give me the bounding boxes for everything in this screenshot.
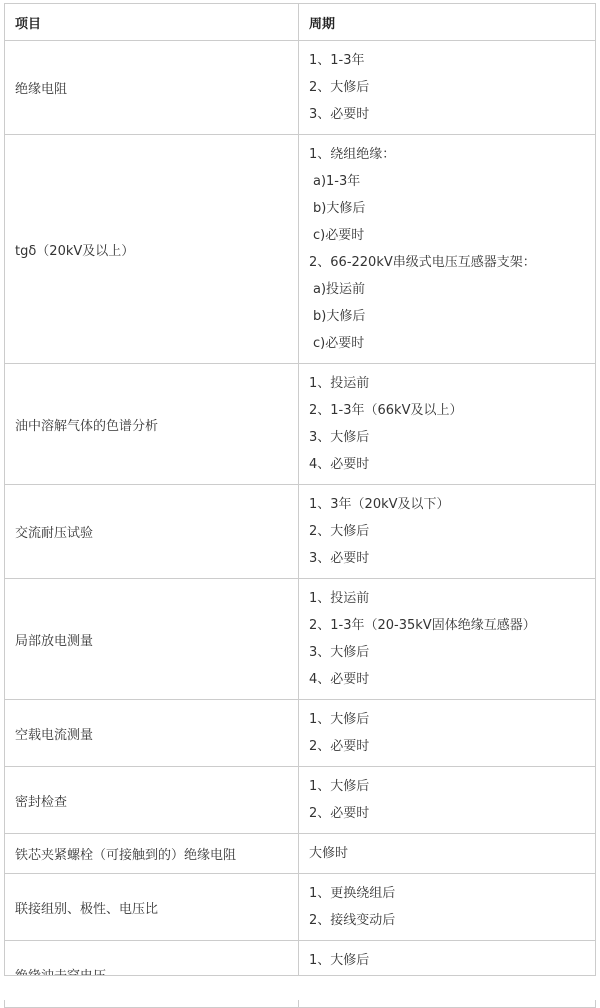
period-subline: a)1-3年 [313,174,361,189]
table-body [5,41,596,1008]
period-cell [299,579,596,700]
period-line: 2、1-3年（66kV及以上） [309,403,463,418]
period-cell [299,364,596,485]
period-line: 1、大修后 [309,953,370,968]
period-cell [299,874,596,941]
test-period-table [4,3,596,1008]
period-line: 4、必要时 [309,457,370,472]
period-cell [299,41,596,135]
period-subline: c)必要时 [313,228,365,243]
item-cell: 密封检查 [5,767,299,834]
table-row [5,41,596,135]
table-header-row [5,4,596,41]
period-line: 2、大修后 [309,80,370,95]
header-period: 周期 [299,4,596,41]
item-cell: 空载电流测量 [5,700,299,767]
period-line: 4、必要时 [309,672,370,687]
period-line: 大修时 [309,846,349,861]
period-line: 2、66-220kV串级式电压互感器支架： [309,255,536,270]
page-bottom-margin [0,976,600,1000]
table-row [5,135,596,364]
period-line: 1、大修后 [309,712,370,727]
period-line: 3、必要时 [309,107,370,122]
period-cell [299,767,596,834]
period-subline: c)必要时 [313,336,365,351]
test-period-table-container [4,3,595,975]
header-item: 项目 [5,4,299,41]
table-row [5,700,596,767]
table-row [5,767,596,834]
period-subline: b)大修后 [313,201,366,216]
item-cell: 绝缘电阻 [5,41,299,135]
period-subline: a)投运前 [313,282,366,297]
table-row [5,834,596,874]
period-line: 3、大修后 [309,430,370,445]
period-line: 3、大修后 [309,645,370,660]
period-cell [299,834,596,874]
period-subline: b)大修后 [313,309,366,324]
period-line: 1、投运前 [309,591,370,606]
table-row [5,485,596,579]
item-cell: 油中溶解气体的色谱分析 [5,364,299,485]
item-cell: 交流耐压试验 [5,485,299,579]
item-cell: 联接组别、极性、电压比 [5,874,299,941]
period-line: 2、必要时 [309,739,370,754]
period-line: 2、必要时 [309,806,370,821]
period-line: 1、大修后 [309,779,370,794]
item-cell: tgδ（20kV及以上） [5,135,299,364]
item-cell: 局部放电测量 [5,579,299,700]
table-row [5,874,596,941]
period-line: 3、必要时 [309,551,370,566]
period-line: 1、1-3年 [309,53,365,68]
period-cell [299,485,596,579]
period-line: 2、接线变动后 [309,913,396,928]
period-line: 1、绕组绝缘： [309,147,396,162]
period-line: 2、大修后 [309,524,370,539]
table-row [5,579,596,700]
period-line: 1、更换绕组后 [309,886,396,901]
period-line: 1、3年（20kV及以下） [309,497,450,512]
item-cell: 铁芯夹紧螺栓（可接触到的）绝缘电阻 [5,834,299,874]
period-line: 2、1-3年（20-35kV固体绝缘互感器） [309,618,536,633]
period-line: 1、投运前 [309,376,370,391]
period-cell [299,135,596,364]
period-cell [299,700,596,767]
table-row [5,364,596,485]
